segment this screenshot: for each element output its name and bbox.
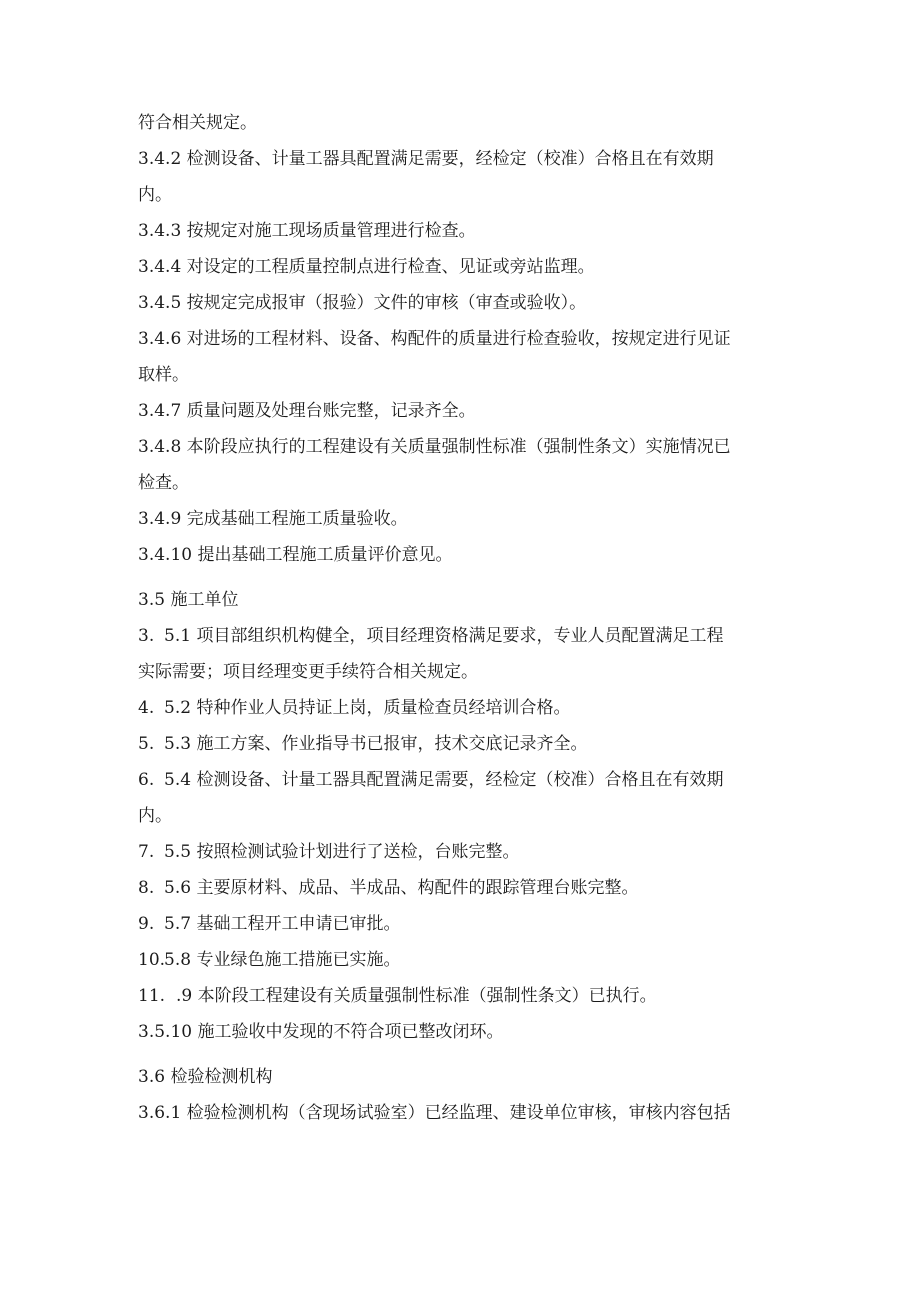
item-3-4-3: 3.4.3 按规定对施工现场质量管理进行检查。 [138, 221, 476, 241]
section-heading-3-6: 3.6 检验检测机构 [138, 1067, 273, 1087]
item-5-3 [138, 726, 783, 762]
text-line: 取样。 [138, 365, 189, 385]
list-number: 5. [138, 734, 155, 754]
item-5-1 [138, 618, 783, 654]
item-3-4-6: 3.4.6 对进场的工程材料、设备、构配件的质量进行检查验收，按规定进行见证 [138, 329, 731, 349]
item-3-4-7: 3.4.7 质量问题及处理台账完整，记录齐全。 [138, 401, 476, 421]
item-3-5-10: 3.5.10 施工验收中发现的不符合项已整改闭环。 [138, 1022, 504, 1042]
item-5-7 [138, 906, 783, 942]
item-text: 5.7 基础工程开工申请已审批。 [164, 914, 401, 934]
item-3-4-10: 3.4.10 提出基础工程施工质量评价意见。 [138, 545, 453, 565]
list-number: 6. [138, 770, 155, 790]
item-5-8 [138, 942, 783, 978]
item-text: 5.8 专业绿色施工措施已实施。 [164, 950, 401, 970]
item-3-4-5: 3.4.5 按规定完成报审（报验）文件的审核（审查或验收）。 [138, 293, 587, 313]
item-3-4-9: 3.4.9 完成基础工程施工质量验收。 [138, 509, 408, 529]
section-gap [138, 1050, 783, 1059]
item-text: 5.3 施工方案、作业指导书已报审，技术交底记录齐全。 [164, 734, 588, 754]
text-line: 实际需要；项目经理变更手续符合相关规定。 [138, 662, 478, 682]
item-text: 5.1 项目部组织机构健全，项目经理资格满足要求，专业人员配置满足工程 [164, 626, 724, 646]
item-5-6 [138, 870, 783, 906]
item-text: 5.2 特种作业人员持证上岗，质量检查员经培训合格。 [164, 698, 571, 718]
text-line: 内。 [138, 806, 172, 826]
text-line: 符合相关规定。 [138, 113, 257, 133]
section-gap [138, 573, 783, 582]
item-3-4-4: 3.4.4 对设定的工程质量控制点进行检查、见证或旁站监理。 [138, 257, 595, 277]
section-heading-3-5: 3.5 施工单位 [138, 590, 239, 610]
list-number: 7. [138, 842, 155, 862]
item-text: .9 本阶段工程建设有关质量强制性标准（强制性条文）已执行。 [176, 986, 657, 1006]
text-line: 内。 [138, 185, 172, 205]
item-5-5 [138, 834, 783, 870]
document-body [138, 105, 783, 1131]
item-5-4 [138, 762, 783, 798]
list-number: 10. [138, 950, 166, 970]
list-number: 3. [138, 626, 155, 646]
item-text: 5.4 检测设备、计量工器具配置满足需要，经检定（校准）合格且在有效期 [164, 770, 724, 790]
item-3-6-1: 3.6.1 检验检测机构（含现场试验室）已经监理、建设单位审核，审核内容包括 [138, 1103, 731, 1123]
item-text: 5.6 主要原材料、成品、半成品、构配件的跟踪管理台账完整。 [164, 878, 639, 898]
item-3-4-2: 3.4.2 检测设备、计量工器具配置满足需要，经检定（校准）合格且在有效期 [138, 149, 714, 169]
list-number: 11. [138, 986, 166, 1006]
item-5-2 [138, 690, 783, 726]
item-text: 5.5 按照检测试验计划进行了送检，台账完整。 [164, 842, 520, 862]
list-number: 4. [138, 698, 155, 718]
list-number: 8. [138, 878, 155, 898]
list-number: 9. [138, 914, 155, 934]
item-3-4-8: 3.4.8 本阶段应执行的工程建设有关质量强制性标准（强制性条文）实施情况已 [138, 437, 731, 457]
item-5-9 [138, 978, 783, 1014]
text-line: 检查。 [138, 473, 189, 493]
